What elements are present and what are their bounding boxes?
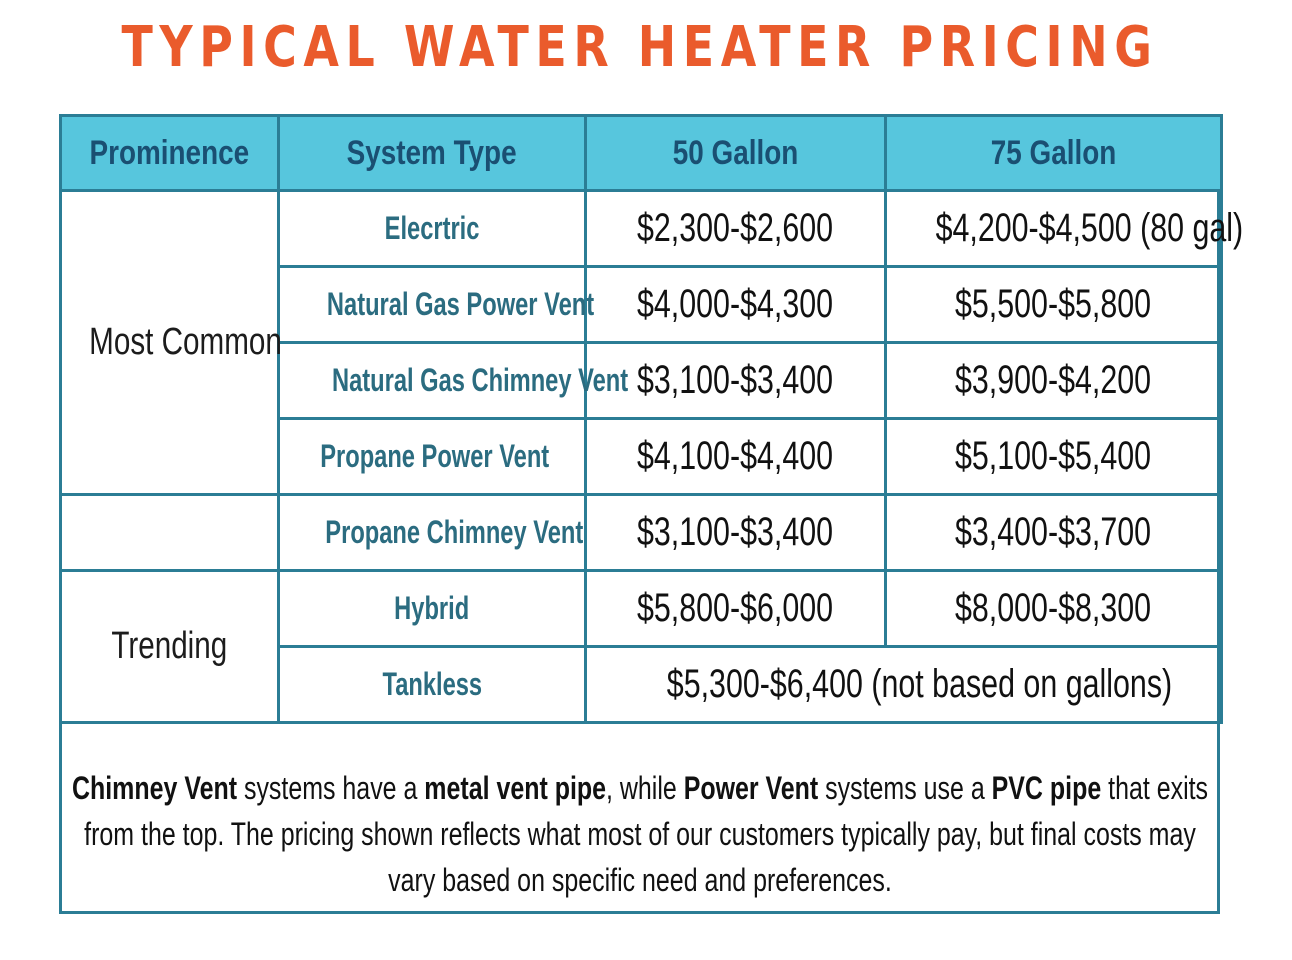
footnote-text: Chimney Vent systems have a metal vent pipe, while Power Vent systems use a PVC pipe that exits from the top. The pricing shown reflects what most of our customers typically pay, but final costs may vary based on specific need and preferences. bbox=[71, 769, 1208, 898]
column-header-50-gallon: 50 Gallon bbox=[586, 116, 886, 191]
price-75-cell: $5,500-$5,800 bbox=[886, 267, 1222, 343]
price-75-cell: $8,000-$8,300 bbox=[886, 571, 1222, 647]
prominence-cell-empty bbox=[61, 495, 279, 571]
system-type-cell: Hybrid bbox=[279, 571, 586, 647]
price-75-cell: $5,100-$5,400 bbox=[886, 419, 1222, 495]
price-75-cell: $4,200-$4,500 (80 gal) bbox=[886, 191, 1222, 267]
price-50-cell: $5,800-$6,000 bbox=[586, 571, 886, 647]
system-type-cell: Natural Gas Chimney Vent bbox=[279, 343, 586, 419]
price-75-cell: $3,900-$4,200 bbox=[886, 343, 1222, 419]
price-50-cell: $3,100-$3,400 bbox=[586, 343, 886, 419]
price-50-cell: $2,300-$2,600 bbox=[586, 191, 886, 267]
footnote-bold-power-vent: Power Vent bbox=[683, 769, 818, 806]
column-header-prominence: Prominence bbox=[61, 116, 279, 191]
pricing-table bbox=[59, 114, 1244, 724]
price-50-cell: $4,000-$4,300 bbox=[586, 267, 886, 343]
footnote-bold-metal-vent-pipe: metal vent pipe bbox=[423, 769, 606, 806]
system-type-cell: Tankless bbox=[279, 647, 586, 723]
prominence-cell: Trending bbox=[61, 571, 279, 723]
price-50-cell: $3,100-$3,400 bbox=[586, 495, 886, 571]
price-50-cell: $4,100-$4,400 bbox=[586, 419, 886, 495]
system-type-cell: Elecrtric bbox=[279, 191, 586, 267]
table-row bbox=[61, 495, 1222, 571]
footnote bbox=[62, 756, 1217, 911]
table-row bbox=[61, 191, 1222, 267]
system-type-cell: Propane Power Vent bbox=[279, 419, 586, 495]
price-combined-cell: $5,300-$6,400 (not based on gallons) bbox=[586, 647, 1222, 723]
system-type-cell: Natural Gas Power Vent bbox=[279, 267, 586, 343]
page-title: TYPICAL WATER HEATER PRICING bbox=[121, 15, 1159, 80]
footnote-bold-pvc-pipe: PVC pipe bbox=[991, 769, 1101, 806]
column-header-75-gallon: 75 Gallon bbox=[886, 116, 1222, 191]
footnote-bold-chimney-vent: Chimney Vent bbox=[71, 769, 237, 806]
prominence-cell: Most Common bbox=[61, 191, 279, 495]
table-row bbox=[61, 571, 1222, 647]
column-header-system-type: System Type bbox=[279, 116, 586, 191]
table-header-row bbox=[61, 116, 1222, 191]
price-75-cell: $3,400-$3,700 bbox=[886, 495, 1222, 571]
system-type-cell: Propane Chimney Vent bbox=[279, 495, 586, 571]
